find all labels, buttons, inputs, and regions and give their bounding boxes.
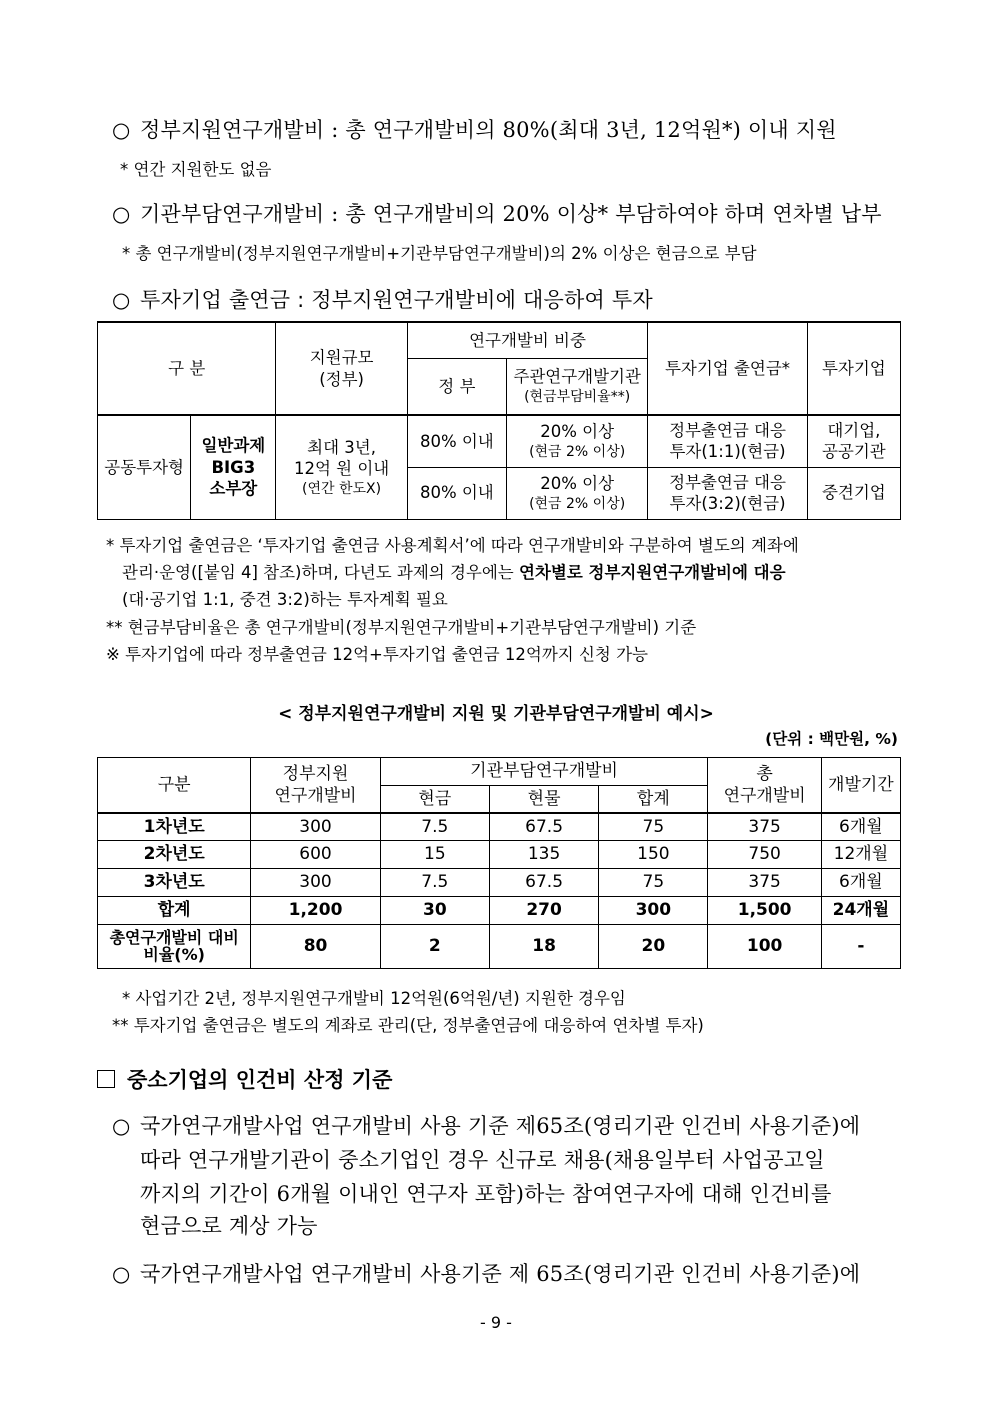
table1-row2-host <box>506 467 647 519</box>
table2-row1-total: 375 <box>708 813 821 841</box>
table2-row2-gov: 600 <box>251 841 380 869</box>
table2-caption: < 정부지원연구개발비 지원 및 기관부담연구개발비 예시> <box>278 704 714 724</box>
table1-row1-host-sub: (현금 2% 이상) <box>529 443 626 460</box>
table1-subtypes <box>191 415 276 519</box>
table1-row1-invest <box>648 415 807 467</box>
table2-row3-period: 6개월 <box>821 869 900 897</box>
table1-subtype-1: 일반과제 <box>201 436 266 456</box>
table1-header-scale: 지원규모 (정부) <box>276 322 407 415</box>
table1-scale-line-3: (연간 한도X) <box>302 480 382 497</box>
table1-row1-company-2: 공공기관 <box>821 442 886 462</box>
bullet-mark: ○ <box>112 1262 131 1286</box>
table2-row1-kind: 67.5 <box>489 813 598 841</box>
bullet-gov-fund-note: * 연간 지원한도 없음 <box>120 160 272 179</box>
table2-total-sum: 300 <box>599 897 708 925</box>
table2-ratio-label: 총연구개발비 대비 비율(%) <box>98 925 251 969</box>
bullet-mark: ○ <box>112 288 131 312</box>
table2-row3-label: 3차년도 <box>98 869 251 897</box>
table1-row1-gov: 80% 이내 <box>407 415 506 467</box>
table2-header-period: 개발기간 <box>821 758 900 813</box>
table1-scale <box>276 415 407 519</box>
table2-note2: ** 투자기업 출연금은 별도의 계좌로 관리(단, 정부출연금에 대응하여 연차별 투자) <box>112 1016 704 1035</box>
bullet-mark: ○ <box>112 1114 131 1138</box>
table2-row2-kind: 135 <box>489 841 598 869</box>
table1-row2-host-main: 20% 이상 <box>540 474 615 494</box>
table2-header-sum: 합계 <box>599 786 708 813</box>
section-title: 중소기업의 인건비 산정 기준 <box>127 1068 393 1092</box>
bullet-inst-fund <box>112 198 882 228</box>
funding-structure-table <box>97 321 901 520</box>
table2-row2-label: 2차년도 <box>98 841 251 869</box>
table1-header-gubun: 구 분 <box>98 322 276 415</box>
section-p1-line4: 현금으로 계상 가능 <box>140 1214 318 1238</box>
note1-line2 <box>122 559 786 583</box>
table2-total-gov: 1,200 <box>251 897 380 925</box>
section-heading <box>97 1064 392 1094</box>
table1-row1-invest-1: 정부출연금 대응 <box>669 420 786 440</box>
bullet-mark: ○ <box>112 202 131 226</box>
section-p2 <box>112 1258 860 1288</box>
table1-row2-company: 중견기업 <box>807 467 900 519</box>
note1-line2-emphasis: 연차별로 정부지원연구개발비에 대응 <box>519 563 786 582</box>
table1-scale-line-2: 12억 원 이내 <box>293 459 390 479</box>
table2-header-cash: 현금 <box>380 786 489 813</box>
table2-unit: (단위 : 백만원, %) <box>765 730 898 748</box>
funding-example-table <box>97 757 901 969</box>
table2-ratio-period: - <box>821 925 900 969</box>
table1-row2-host-sub: (현금 2% 이상) <box>529 495 626 512</box>
table1-header-host-sub: (현금부담비율**) <box>524 388 631 405</box>
note3: ※ 투자기업에 따라 정부출연금 12억+투자기업 출연금 12억까지 신청 가능 <box>106 645 648 664</box>
bullet-mark: ○ <box>112 118 131 142</box>
bullet-inst-fund-text: 기관부담연구개발비 : 총 연구개발비의 20% 이상* 부담하여야 하며 연차별 납부 <box>140 202 882 226</box>
table1-header-ratio: 연구개발비 비중 <box>407 322 648 358</box>
table1-scale-line-1: 최대 3년, <box>307 437 376 457</box>
table2-header-inst: 기관부담연구개발비 <box>380 758 708 786</box>
table2-row2-period: 12개월 <box>821 841 900 869</box>
table2-row1-sum: 75 <box>599 813 708 841</box>
table1-row1-company-1: 대기업, <box>827 420 881 440</box>
table2-row2-sum: 150 <box>599 841 708 869</box>
section-p1-line3: 까지의 기간이 6개월 이내인 연구자 포함)하는 참여연구자에 대해 인건비를 <box>140 1182 832 1206</box>
table2-header-gubun: 구분 <box>98 758 251 813</box>
table1-subtype-3: 소부장 <box>209 478 258 498</box>
table2-ratio-gov: 80 <box>251 925 380 969</box>
table1-row2-invest <box>648 467 807 519</box>
table1-row1-company <box>807 415 900 467</box>
table2-total-total: 1,500 <box>708 897 821 925</box>
table2-header-gov-2: 연구개발비 <box>274 785 357 806</box>
table2-row3-sum: 75 <box>599 869 708 897</box>
section-p1-line1-text: 국가연구개발사업 연구개발비 사용 기준 제65조(영리기관 인건비 사용기준)에 <box>140 1114 861 1138</box>
note1-line2-text: 관리·운영([붙임 4] 참조)하며, 다년도 과제의 경우에는 <box>122 563 519 582</box>
table2-row1-gov: 300 <box>251 813 380 841</box>
table2-row1-cash: 7.5 <box>380 813 489 841</box>
table1-header-host <box>506 358 647 415</box>
table2-row1-period: 6개월 <box>821 813 900 841</box>
table1-row1-host <box>506 415 647 467</box>
table2-row2-cash: 15 <box>380 841 489 869</box>
table2-ratio-kind: 18 <box>489 925 598 969</box>
table1-row1-host-main: 20% 이상 <box>540 422 615 442</box>
table1-row1-invest-2: 투자(1:1)(현금) <box>669 442 786 462</box>
table1-header-gov: 정 부 <box>407 358 506 415</box>
table2-ratio-total: 100 <box>708 925 821 969</box>
table2-total-period: 24개월 <box>821 897 900 925</box>
bullet-inst-fund-note: * 총 연구개발비(정부지원연구개발비+기관부담연구개발비)의 2% 이상은 현금으로 부담 <box>122 244 757 263</box>
table2-header-kind: 현물 <box>489 786 598 813</box>
table2-ratio-sum: 20 <box>599 925 708 969</box>
table1-row2-invest-2: 투자(3:2)(현금) <box>669 494 786 513</box>
table2-header-gov <box>251 758 380 813</box>
table2-header-total-1: 총 <box>756 763 773 784</box>
table2-total-cash: 30 <box>380 897 489 925</box>
table2-row3-gov: 300 <box>251 869 380 897</box>
bullet-gov-fund <box>112 114 837 144</box>
table1-subtype-2: BIG3 <box>211 457 256 477</box>
table1-row2-invest-1: 정부출연금 대응 <box>669 472 786 492</box>
section-p2-text: 국가연구개발사업 연구개발비 사용기준 제 65조(영리기관 인건비 사용기준)에 <box>140 1262 861 1286</box>
table2-row3-cash: 7.5 <box>380 869 489 897</box>
table2-row1-label: 1차년도 <box>98 813 251 841</box>
table1-header-company: 투자기업 <box>807 322 900 415</box>
note1-line1: * 투자기업 출연금은 ‘투자기업 출연금 사용계획서’에 따라 연구개발비와 구분하여 별도의 계좌에 <box>106 536 799 555</box>
table1-type: 공동투자형 <box>98 415 191 519</box>
note2: ** 현금부담비율은 총 연구개발비(정부지원연구개발비+기관부담연구개발비) 기준 <box>106 618 697 637</box>
bullet-invest <box>112 284 653 314</box>
table2-header-gov-1: 정부지원 <box>282 763 349 784</box>
table2-row3-total: 375 <box>708 869 821 897</box>
table2-header-total-2: 연구개발비 <box>723 785 806 806</box>
section-p1-line2: 따라 연구개발기관이 중소기업인 경우 신규로 채용(채용일부터 사업공고일 <box>140 1148 825 1172</box>
table2-note1: * 사업기간 2년, 정부지원연구개발비 12억원(6억원/년) 지원한 경우임 <box>122 989 626 1008</box>
table2-ratio-cash: 2 <box>380 925 489 969</box>
table2-header-total <box>708 758 821 813</box>
table1-row2-gov: 80% 이내 <box>407 467 506 519</box>
table2-total-kind: 270 <box>489 897 598 925</box>
table2-row3-kind: 67.5 <box>489 869 598 897</box>
section-p1-line1 <box>112 1110 860 1140</box>
table1-header-host-label: 주관연구개발기관 <box>513 367 641 387</box>
bullet-gov-fund-text: 정부지원연구개발비 : 총 연구개발비의 80%(최대 3년, 12억원*) 이내 지원 <box>140 118 837 142</box>
table2-row2-total: 750 <box>708 841 821 869</box>
table1-header-invest: 투자기업 출연금* <box>648 322 807 415</box>
section-box-icon <box>97 1070 115 1088</box>
bullet-invest-text: 투자기업 출연금 : 정부지원연구개발비에 대응하여 투자 <box>140 288 653 312</box>
page-number: - 9 - <box>480 1313 512 1332</box>
table2-total-label: 합계 <box>98 897 251 925</box>
note1-line3: (대·공기업 1:1, 중견 3:2)하는 투자계획 필요 <box>122 590 448 609</box>
